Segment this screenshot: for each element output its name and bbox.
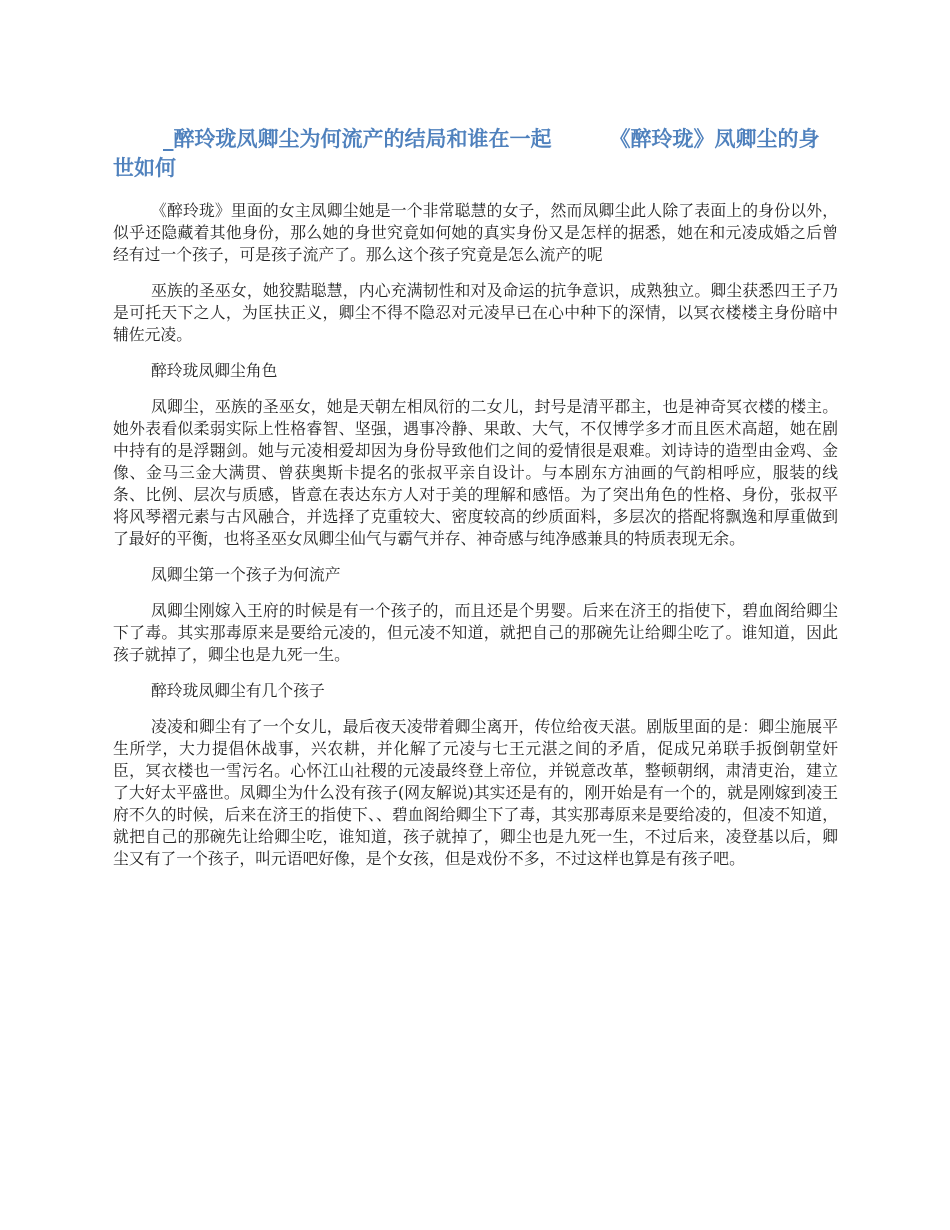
paragraph-background: 巫族的圣巫女，她狡黠聪慧，内心充满韧性和对及命运的抗争意识，成熟独立。卿尘获悉四王子乃是可托天下之人，为匡扶正义，卿尘不得不隐忍对元凌早已在心中种下的深情，以冥衣楼楼主身份暗中辅佐元凌。 (113, 281, 838, 344)
title-part-1: _醉玲珑凤卿尘为何流产的结局和谁在一起 (163, 127, 552, 151)
paragraph-miscarriage: 凤卿尘刚嫁入王府的时候是有一个孩子的，而且还是个男婴。后来在济王的指使下，碧血阁给卿尘下了毒。其实那毒原来是要给元凌的，但元凌不知道，就把自己的那碗先让给卿尘吃了。谁知道，因此孩子就掉了，卿尘也是九死一生。 (113, 601, 838, 664)
subheading-children: 醉玲珑凤卿尘有几个孩子 (151, 681, 325, 700)
subheading-miscarriage: 凤卿尘第一个孩子为何流产 (151, 565, 341, 584)
subheading-role: 醉玲珑凤卿尘角色 (151, 361, 278, 380)
title-part-2: 《醉玲珑》凤卿尘的身世如何 (113, 127, 820, 180)
paragraph-intro: 《醉玲珑》里面的女主凤卿尘她是一个非常聪慧的女子，然而凤卿尘此人除了表面上的身份以外，似乎还隐藏着其他身份，那么她的身世究竟如何她的真实身份又是怎样的据悉，她在和元凌成婚之后曾经有过一个孩子，可是孩子流产了。那么这个孩子究竟是怎么流产的呢 (113, 201, 838, 264)
paragraph-role: 凤卿尘，巫族的圣巫女，她是天朝左相凤衍的二女儿，封号是清平郡主，也是神奇冥衣楼的楼主。她外表看似柔弱实际上性格睿智、坚强，遇事冷静、果敢、大气，不仅博学多才而且医术高超，她在剧中持有的是浮翾剑。她与元凌相爱却因为身份导致他们之间的爱情很是艰难。刘诗诗的造型由金鸡、金像、金马三金大满贯、曾获奥斯卡提名的张叔平亲自设计。与本剧东方油画的气韵相呼应，服装的线条、比例、层次与质感，皆意在表达东方人对于美的理解和感悟。为了突出角色的性格、身份，张叔平将风琴褶元素与古风融合，并选择了克重较大、密度较高的纱质面料，多层次的搭配将飘逸和厚重做到了最好的平衡，也将圣巫女凤卿尘仙气与霸气并存、神奇感与纯净感兼具的特质表现无余。 (113, 397, 838, 548)
document-page (113, 125, 838, 884)
document-title (113, 125, 838, 183)
paragraph-children: 凌凌和卿尘有了一个女儿，最后夜天凌带着卿尘离开，传位给夜天湛。剧版里面的是：卿尘施展平生所学，大力提倡休战事，兴农耕，并化解了元凌与七王元湛之间的矛盾，促成兄弟联手扳倒朝堂奸臣，冥衣楼也一雪污名。心怀江山社稷的元凌最终登上帝位，并锐意改革，整顿朝纲，肃清吏治，建立了大好太平盛世。凤卿尘为什么没有孩子(网友解说)其实还是有的，刚开始是有一个的，就是刚嫁到凌王府不久的时候，后来在济王的指使下、、碧血阁给卿尘下了毒，其实那毒原来是要给凌的，但凌不知道，就把自己的那碗先让给卿尘吃，谁知道，孩子就掉了，卿尘也是九死一生，不过后来，凌登基以后，卿尘又有了一个孩子，叫元语吧好像，是个女孩，但是戏份不多，不过这样也算是有孩子吧。 (113, 717, 838, 868)
